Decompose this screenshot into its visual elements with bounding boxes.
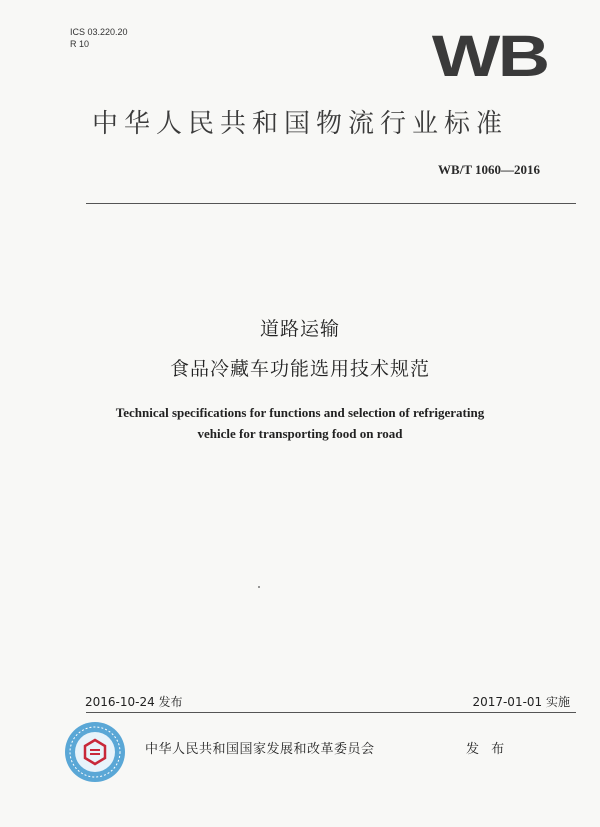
bottom-divider xyxy=(86,712,576,713)
top-divider xyxy=(86,203,576,204)
category-code: R 10 xyxy=(70,39,90,49)
standard-type-title: 中华人民共和国物流行业标准 xyxy=(91,109,508,139)
standard-number: WB/T 1060—2016 xyxy=(438,162,540,177)
implementation-date: 2017-01-01 实施 xyxy=(472,695,570,709)
publisher-seal-icon xyxy=(63,720,127,784)
issue-date: 2016-10-24 发布 xyxy=(85,695,183,709)
ics-code: ICS 03.220.20 xyxy=(70,27,128,37)
english-title-line-1: Technical specifications for functions and selection of refrigerating xyxy=(115,405,485,420)
speck xyxy=(258,586,260,588)
classification-codes xyxy=(70,26,128,50)
seal-inner-disc xyxy=(75,732,115,772)
publish-label: 发 布 xyxy=(466,742,509,757)
publisher-name: 中华人民共和国国家发展和改革委员会 xyxy=(145,742,375,757)
chinese-title-line-1: 道路运输 xyxy=(259,318,340,340)
english-title-line-2: vehicle for transporting food on road xyxy=(197,426,403,441)
english-title xyxy=(0,402,600,444)
chinese-title-line-2: 食品冷藏车功能选用技术规范 xyxy=(169,358,430,380)
wb-logo: WB xyxy=(432,24,548,89)
